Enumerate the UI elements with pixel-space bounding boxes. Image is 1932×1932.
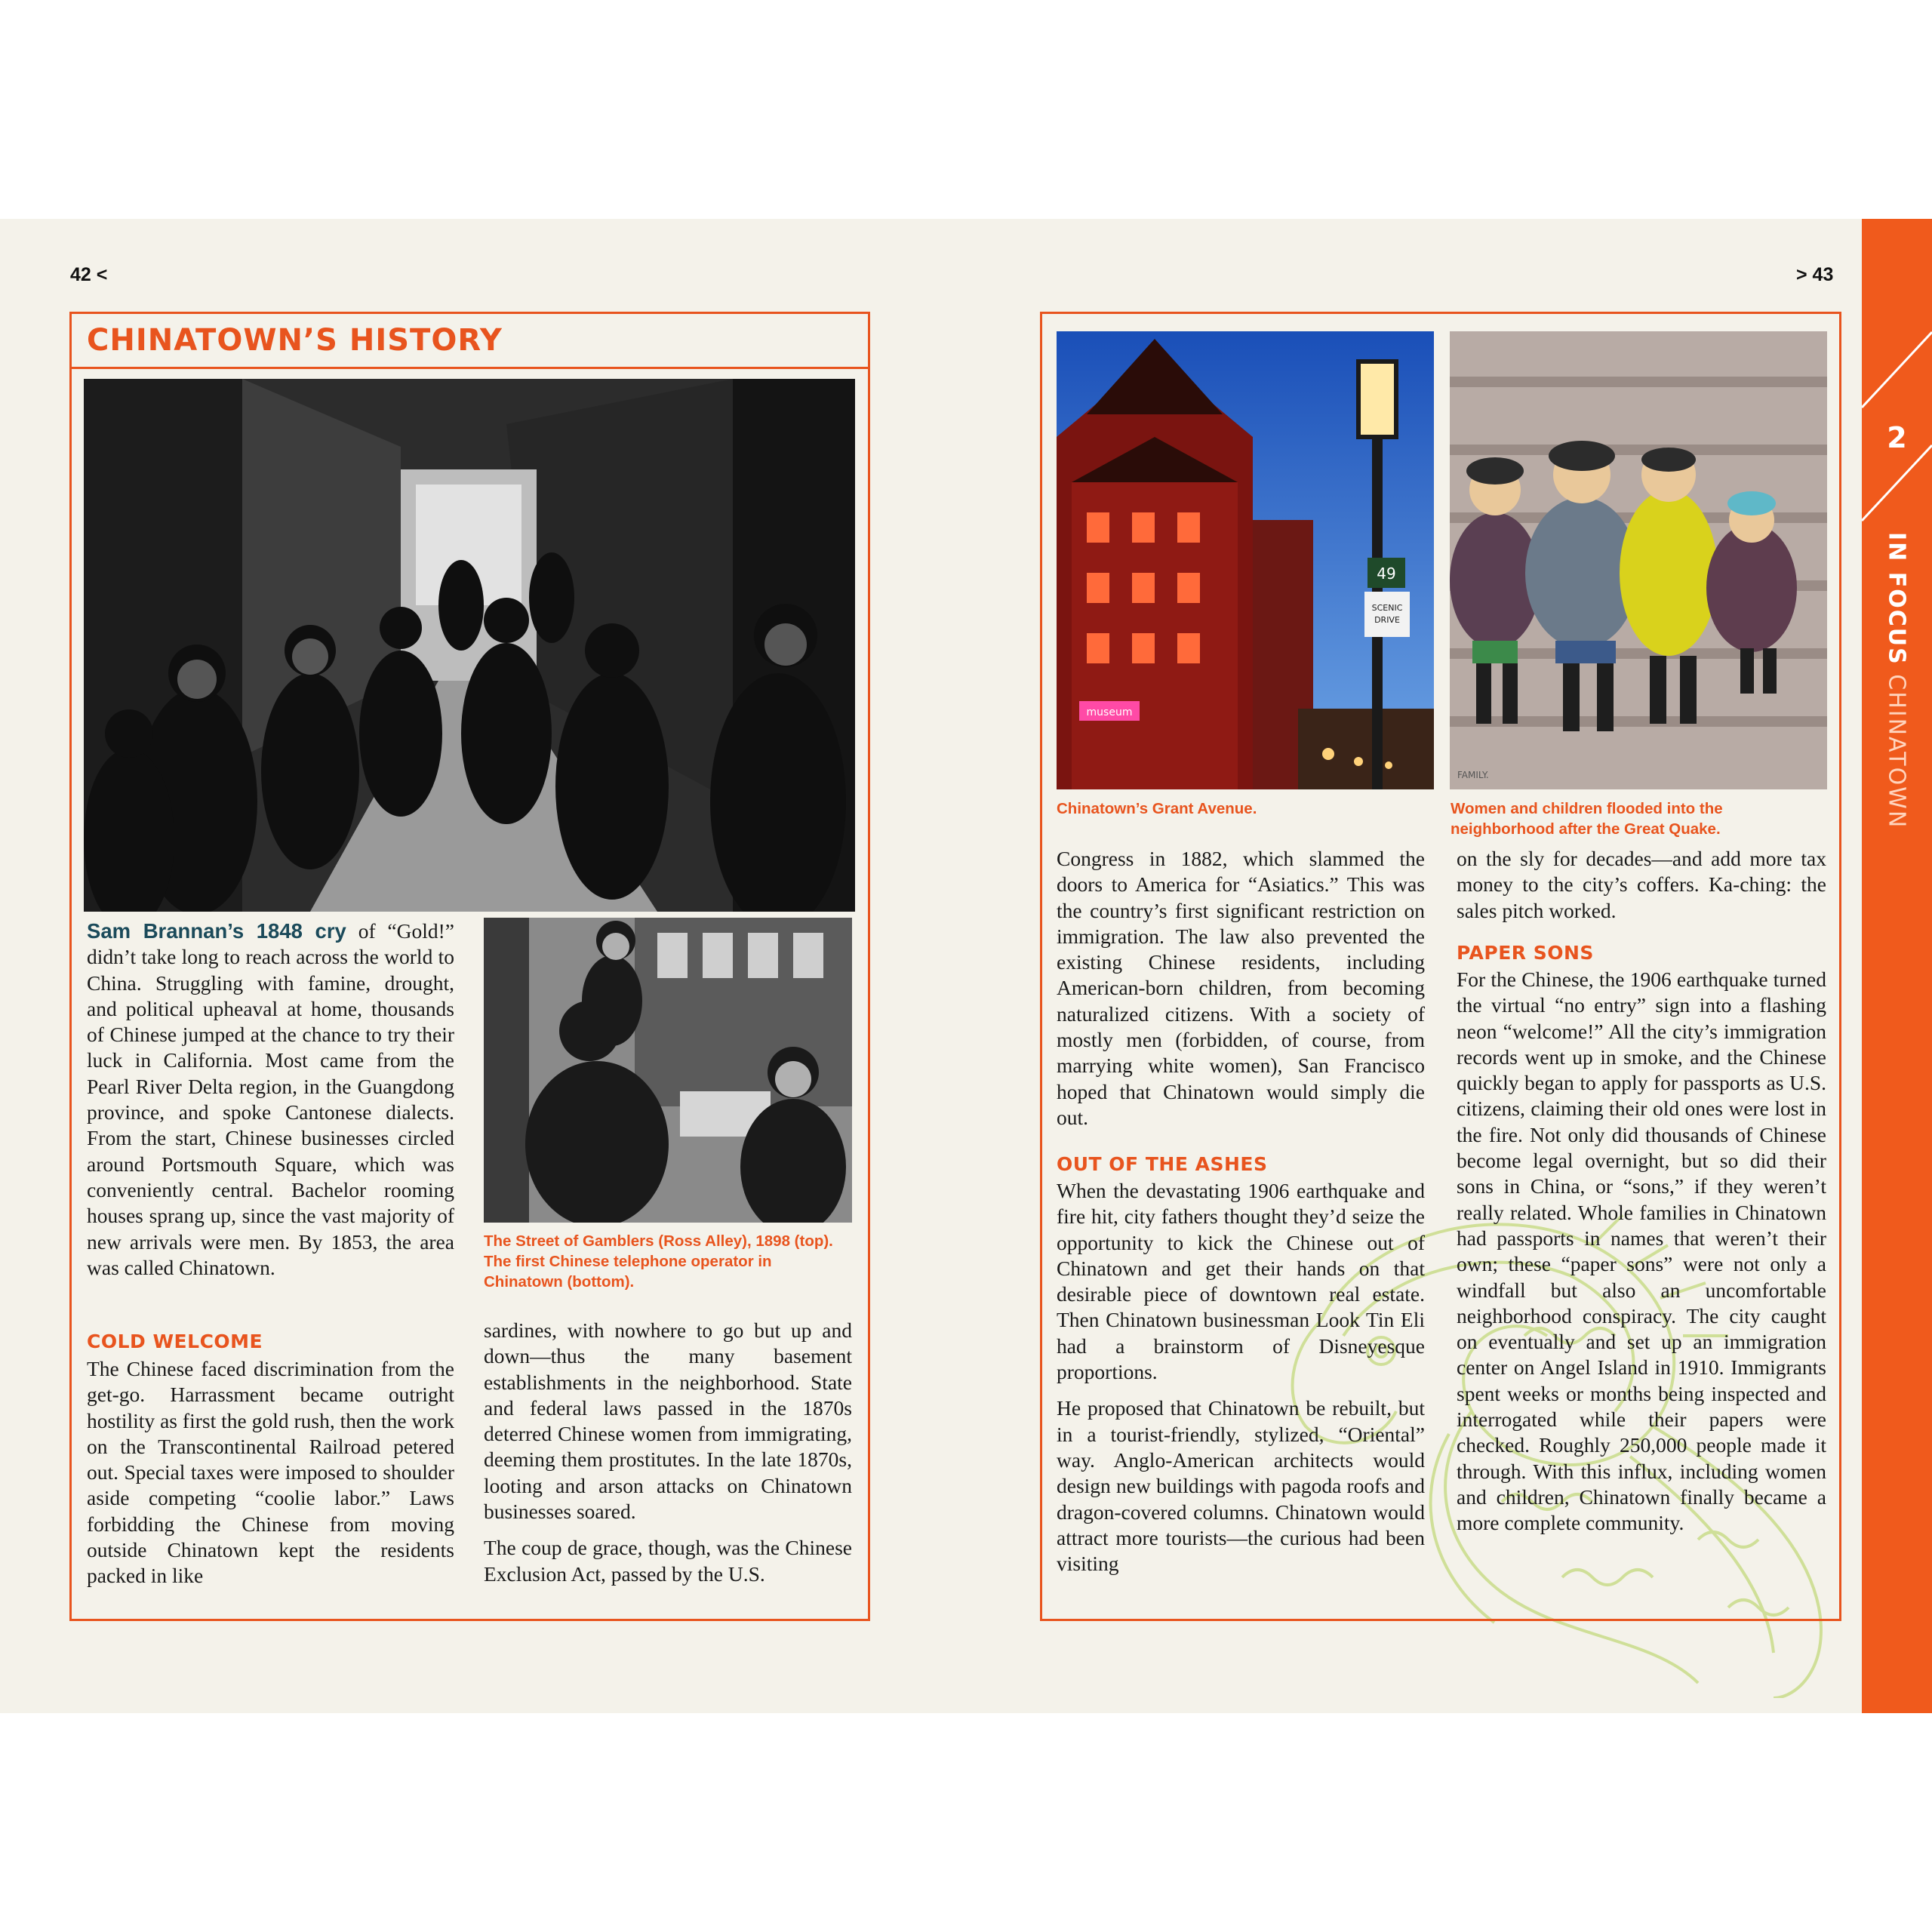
paper-sons-heading: PAPER SONS	[1457, 942, 1594, 964]
tab-dividers	[1862, 219, 1932, 536]
history-panel	[69, 312, 870, 1621]
page-number-right: > 43	[1796, 264, 1834, 285]
page-number-left: 42 <	[70, 264, 108, 285]
cold-welcome-text	[87, 1356, 454, 1589]
right-panel	[1040, 312, 1841, 1621]
discrimination-text	[484, 1318, 852, 1587]
highway-sign: 49	[1377, 565, 1396, 583]
children-caption: Women and children flooded into the neighborhood after the Great Quake.	[1451, 800, 1723, 838]
cold-welcome-heading: COLD WELCOME	[87, 1331, 263, 1352]
section-title: CHINATOWN’S HISTORY	[87, 323, 503, 358]
tab-label-bold: IN FOCUS	[1883, 532, 1910, 666]
ashes-text	[1057, 1178, 1425, 1577]
grant-avenue-caption: Chinatown’s Grant Avenue.	[1057, 800, 1257, 817]
book-spread	[0, 219, 1932, 1713]
chapter-side-tab	[1862, 219, 1932, 1713]
paper-sons-paragraph: For the Chinese, the 1906 earthquake turned the virtual “no entry” sign into a flashing neon “welcome!” All the city’s immigration records went up in smoke, and the Chinese quickly began to apply for passports as U.S. citizens, claiming their old ones were lost in the fire. Not only did thousands of Chinese become legal overnight, but so did their sons in China, or “sons,” if they weren’t really related. Whole families in Chinatown had passports in names that weren’t their own; these “paper sons” were not only a windfall but also an uncomfortable neighborhood conspiracy. The city caught on eventually and set up an immigration center on Angel Island in 1910. Immigrants spent weeks or months being inspected and interrogated while their papers were checked. Roughly 250,000 people made it through. With this influx, including women and children, Chinatown finally became a more complete community.	[1457, 968, 1826, 1535]
cold-welcome-paragraph: The Chinese faced discrimination from the get-go. Harrassment became outright hostility as first the gold rush, then the work on the Transcontinental Railroad petered out. Special taxes were imposed to shoulder aside competing “coolie labor.” Laws forbidding the Chinese from moving outside Chinatown kept the residents packed in like	[87, 1357, 454, 1588]
sales-pitch-paragraph: on the sly for decades—and add more tax money to the city’s coffers. Ka-ching: the sales pitch worked.	[1457, 847, 1826, 922]
family-print: FAMILY.	[1457, 770, 1489, 780]
scenic-sign: SCENIC	[1371, 603, 1403, 613]
grant-avenue-photo	[1057, 331, 1434, 789]
paper-sons-text	[1457, 967, 1826, 1537]
intro-paragraph: of “Gold!” didn’t take long to reach across the world to China. Struggling with famine, drought, and political upheaval at home, thousands of Chinese jumped at the chance to try their luck in California. Most came from the Pearl River Delta region, in the Guangdong province, and spoke Cantonese dialects. From the start, Chinese businesses circled around Portsmouth Square, which was conveniently central. Bachelor rooming houses sprang up, since the vast majority of new arrivals were men. By 1853, the area was called Chinatown.	[87, 919, 455, 1279]
out-of-the-ashes-heading: OUT OF THE ASHES	[1057, 1153, 1268, 1175]
exclusion-act-paragraph: Congress in 1882, which slammed the doors to America for “Asiatics.” This was the country’s first significant restriction on immigration. The law also prevented the existing Chinese residents, including American-born children, from becoming naturalized citizens. With a society of mostly men (forbidden, of course, from marrying white women), San Francisco hoped that Chinatown would simply die out.	[1057, 847, 1425, 1129]
intro-text	[87, 918, 454, 1281]
chapter-number: 2	[1887, 421, 1907, 454]
exclusion-act-text	[1057, 846, 1425, 1131]
children-on-steps-photo	[1450, 331, 1827, 789]
left-photo-caption: The Street of Gamblers (Ross Alley), 1898 (top). The first Chinese telephone operator in Chinatown (bottom).	[484, 1232, 833, 1291]
street-of-gamblers-photo	[84, 379, 855, 912]
tab-label	[1884, 532, 1910, 829]
museum-sign: museum	[1086, 706, 1133, 718]
discrimination-paragraph: sardines, with nowhere to go but up and down—thus the many basement establishments in the neighborhood. State and federal laws passed in the 1870s deterred Chinese women from immigrating, deeming them prostitutes. In the late 1870s, looting and arson attacks on Chinatown businesses soared.	[484, 1318, 852, 1524]
ashes-paragraph: When the devastating 1906 earthquake and fire hit, city fathers thought they’d seize the opportunity to kick the Chinese out of Chinatown and get their hands on that desirable piece of downtown real estate. Then Chinatown businessman Look Tin Eli had a brainstorm of Disneyesque proportions.	[1057, 1179, 1425, 1384]
title-rule	[72, 367, 868, 369]
lead-in: Sam Brannan’s 1848 cry	[87, 919, 346, 943]
rebuild-paragraph: He proposed that Chinatown be rebuilt, but in a tourist-friendly, stylized, “Oriental” way. Anglo-American architects would design new buildings with pagoda roofs and dragon-covered columns. Chinatown would attract more tourists—the curious had been visiting	[1057, 1396, 1425, 1576]
exclusion-paragraph: The coup de grace, though, was the Chinese Exclusion Act, passed by the U.S.	[484, 1536, 852, 1586]
sales-pitch-text	[1457, 846, 1826, 924]
drive-sign: DRIVE	[1374, 615, 1400, 625]
tab-label-light: CHINATOWN	[1883, 674, 1910, 829]
telephone-operator-photo	[484, 918, 852, 1223]
